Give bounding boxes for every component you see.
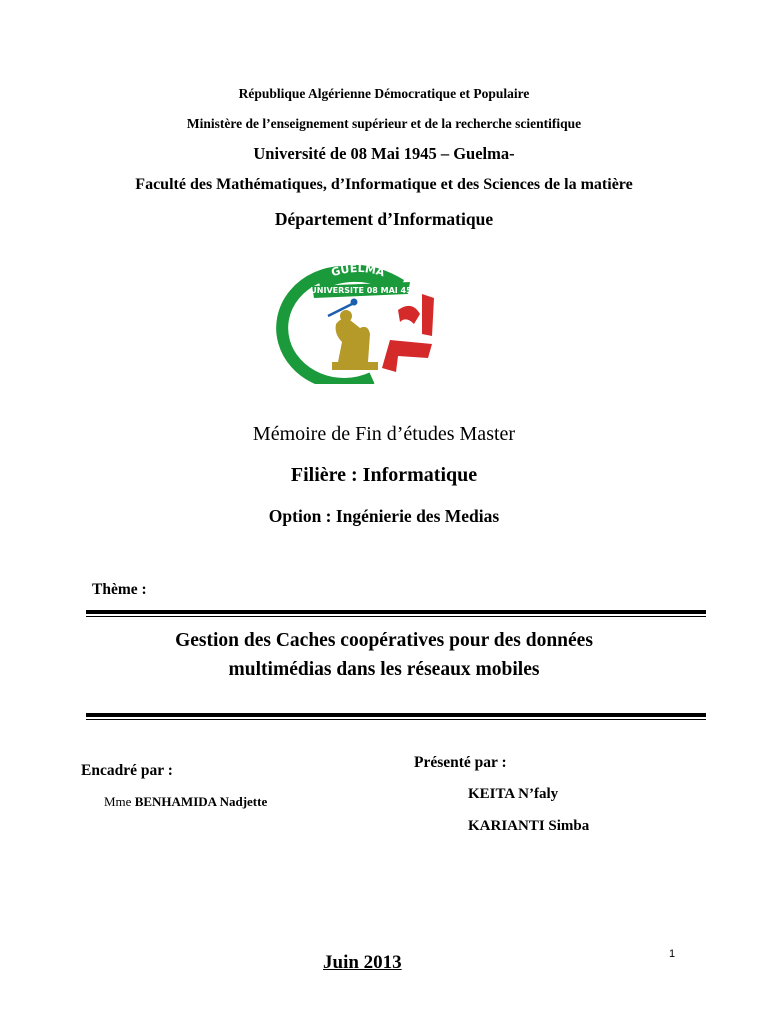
logo-statue-base bbox=[332, 362, 378, 370]
subject-line-2: multimédias dans les réseaux mobiles bbox=[228, 659, 540, 680]
presenter-label: Présenté par : bbox=[414, 754, 507, 771]
ministry-line: Ministère de l’enseignement supérieur et de la recherche scientifique bbox=[186, 116, 582, 131]
theme-label: Thème : bbox=[92, 581, 147, 598]
presenter-2: KARIANTI Simba bbox=[468, 818, 590, 834]
logo-statue-head bbox=[340, 310, 352, 322]
university-line: Université de 08 Mai 1945 – Guelma- bbox=[253, 144, 515, 163]
page-number: 1 bbox=[669, 948, 676, 960]
presenter-1: KEITA N’faly bbox=[468, 786, 559, 802]
thesis-subject bbox=[0, 626, 768, 684]
supervisor-name bbox=[104, 794, 267, 810]
date: Juin 2013 bbox=[323, 952, 402, 973]
subject-line-1: Gestion des Caches coopératives pour des données bbox=[175, 630, 593, 651]
divider-bottom bbox=[86, 713, 706, 720]
logo-globe bbox=[351, 299, 358, 306]
option-line: Option : Ingénierie des Medias bbox=[268, 506, 500, 526]
supervisor-prefix: Mme bbox=[104, 794, 132, 809]
logo-red-shape-mid bbox=[398, 306, 420, 324]
republic-line: République Algérienne Démocratique et Populaire bbox=[238, 86, 530, 101]
filiere-line: Filière : Informatique bbox=[290, 464, 478, 486]
memoire-title: Mémoire de Fin d’études Master bbox=[252, 423, 516, 445]
supervisor-label: Encadré par : bbox=[81, 762, 173, 779]
divider-top bbox=[86, 610, 706, 617]
logo-statue-body bbox=[336, 319, 370, 362]
logo-red-shape-bottom bbox=[382, 340, 432, 372]
logo-band-text: UNIVERSITE 08 MAI 45 bbox=[310, 286, 412, 295]
logo-top-text: GUELMA bbox=[329, 261, 387, 280]
logo-red-shape-top bbox=[422, 294, 434, 336]
faculty-line: Faculté des Mathématiques, d’Informatique et des Sciences de la matière bbox=[135, 176, 633, 193]
university-logo bbox=[272, 258, 444, 384]
department-line: Département d’Informatique bbox=[274, 209, 494, 229]
supervisor-fullname: BENHAMIDA Nadjette bbox=[134, 794, 268, 809]
